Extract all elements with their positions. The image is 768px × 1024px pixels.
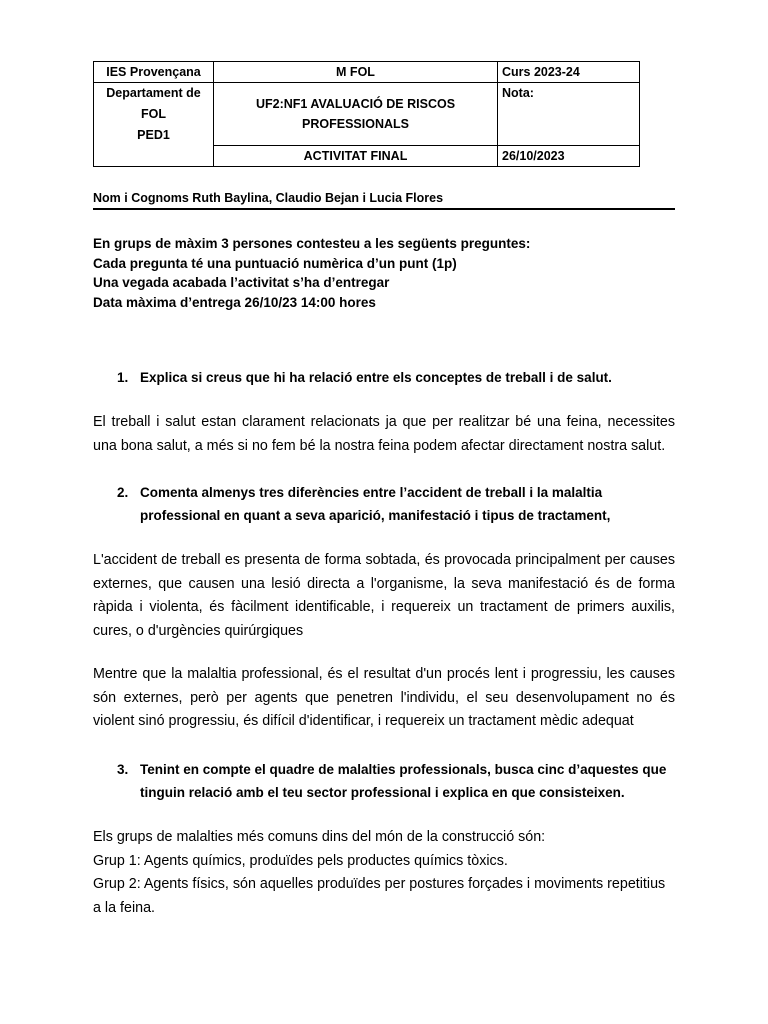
answer-2-paragraph-1: L'accident de treball es presenta de forma sobtada, és provocada principalment per causes externes, que causen una lesió directa a l'organisme, la seva manifestació és de forma ràpida i violenta, és fàcilment identificable, i requereix un tractament de primers auxilis, cures, o d'urgències quirúrgiques <box>93 552 675 639</box>
question-2 <box>117 481 677 527</box>
question-3 <box>117 758 677 804</box>
answer-1: El treball i salut estan clarament relacionats ja que per realitzar bé una feina, necessites una bona salut, a més si no fem bé la nostra feina podem afectar directament nostra salut. <box>93 414 675 454</box>
question-number: 1. <box>117 370 129 385</box>
activity-cell: ACTIVITAT FINAL <box>214 146 498 167</box>
unit-cell <box>214 83 498 146</box>
department-line: FOL <box>141 107 166 121</box>
course-cell: Curs 2023-24 <box>498 62 640 83</box>
instruction-line: En grups de màxim 3 persones contesteu a les següents preguntes: <box>93 236 531 251</box>
department-cell <box>94 83 214 167</box>
department-line: PED1 <box>137 128 170 142</box>
header-table <box>93 61 640 167</box>
instruction-line: Una vegada acabada l’activitat s’ha d’entregar <box>93 275 390 290</box>
instruction-line: Data màxima d’entrega 26/10/23 14:00 hores <box>93 294 376 310</box>
question-number: 2. <box>117 485 129 500</box>
department-line: Departament de <box>106 86 201 100</box>
question-text: Explica si creus que hi ha relació entre els conceptes de treball i de salut. <box>140 370 612 385</box>
question-text: Comenta almenys tres diferències entre l’accident de treball i la malaltia professional en quant a seva aparició, manifestació i tipus de tractament, <box>140 485 611 523</box>
question-1 <box>117 366 677 389</box>
question-text: Tenint en compte el quadre de malalties professionals, busca cinc d’aquestes que tinguin relació amb el teu sector professional i explica en que consisteixen. <box>140 762 667 800</box>
date-cell: 26/10/2023 <box>498 146 640 167</box>
grade-cell: Nota: <box>498 83 640 146</box>
student-names: Nom i Cognoms Ruth Baylina, Claudio Bejan i Lucia Flores <box>93 191 675 210</box>
answer-2-paragraph-2: Mentre que la malaltia professional, és el resultat d'un procés lent i progressiu, les causes són externes, però per agents que penetren l'individu, el seu desenvolupament no és violent sinó progressiu, és difícil d'identificar, i requereix un tractament mèdic adequat <box>93 666 675 729</box>
answer-3-intro: Els grups de malalties més comuns dins del món de la construcció són: <box>93 829 546 845</box>
question-number: 3. <box>117 762 129 777</box>
answer-3-group-2: Grup 2: Agents físics, són aquelles produïdes per postures forçades i moviments repetitius a la feina. <box>93 876 666 916</box>
instruction-line: Cada pregunta té una puntuació numèrica d’un punt (1p) <box>93 255 457 271</box>
school-cell: IES Provençana <box>94 62 214 83</box>
answer-3-group-1: Grup 1: Agents químics, produïdes pels productes químics tòxics. <box>93 853 508 869</box>
unit-line: PROFESSIONALS <box>302 117 409 131</box>
module-cell: M FOL <box>214 62 498 83</box>
unit-line: UF2:NF1 AVALUACIÓ DE RISCOS <box>255 97 456 111</box>
instructions-block <box>93 234 683 312</box>
